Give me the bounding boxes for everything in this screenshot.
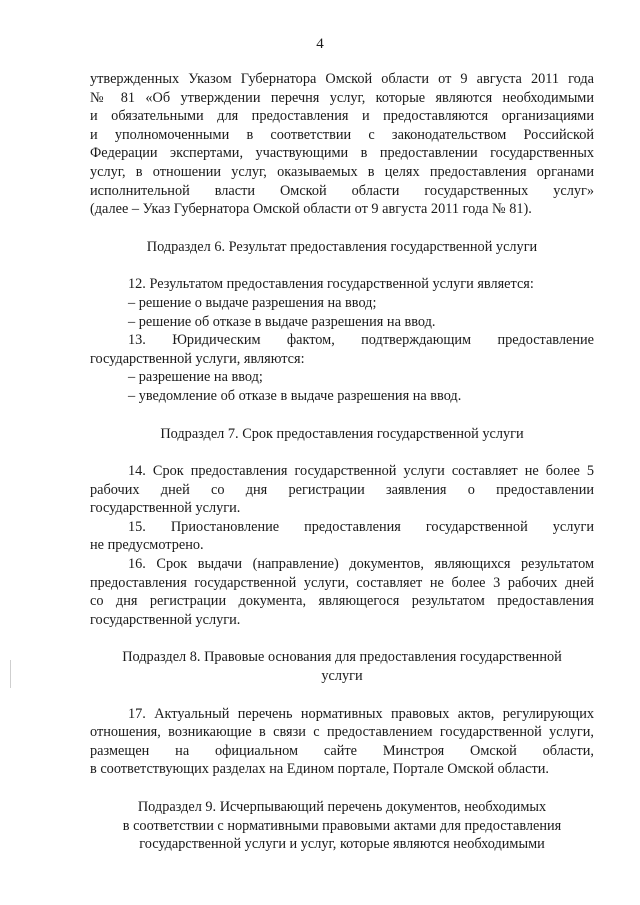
section-7-heading: Подраздел 7. Срок предоставления государственной услуги	[160, 425, 524, 442]
paragraph-16-line: предоставления государственной услуги, составляет не более 3 рабочих дней	[90, 574, 594, 591]
list-item: – разрешение на ввод;	[128, 369, 263, 386]
paragraph-14-line: 14. Срок предоставления государственной услуги составляет не более 5	[128, 463, 594, 480]
section-9-heading: Подраздел 9. Исчерпывающий перечень документов, необходимых	[137, 799, 547, 815]
document-body	[90, 70, 594, 854]
paragraph-15-line: 15. Приостановление предоставления государственной услуги	[128, 518, 594, 535]
paragraph-16-line: государственной услуги.	[90, 611, 241, 628]
paragraph-17-line: 17. Актуальный перечень нормативных правовых актов, регулирующих	[128, 705, 594, 722]
paragraph-17-line: в соответствующих разделах на Едином портале, Портале Омской области.	[90, 761, 549, 778]
text-line: утвержденных Указом Губернатора Омской области от 9 августа 2011 года	[90, 71, 594, 87]
paragraph-17-line: отношения, возникающие в связи с предоставлением государственной услуги,	[90, 724, 594, 741]
list-item: – уведомление об отказе в выдаче разрешения на ввод.	[128, 387, 462, 404]
text-line: услуг, в отношении услуг, оказываемых в целях предоставления органами	[90, 163, 594, 180]
paragraph-12: 12. Результатом предоставления государственной услуги является:	[128, 276, 534, 293]
section-9-heading: в соответствии с нормативными правовыми актами для предоставления	[122, 817, 562, 834]
section-6-heading: Подраздел 6. Результат предоставления государственной услуги	[146, 238, 538, 255]
paragraph-14-line: государственной услуги.	[90, 500, 241, 517]
paragraph-16-line: 16. Срок выдачи (направление) документов, являющихся результатом	[128, 556, 594, 573]
paragraph-13-line: государственной услуги, являются:	[90, 350, 305, 367]
list-item: – решение об отказе в выдаче разрешения на ввод.	[128, 313, 436, 330]
section-8-heading: услуги	[321, 668, 363, 685]
text-line: и уполномоченными в соответствии с законодательством Российской	[90, 126, 594, 143]
paragraph-13-line: 13. Юридическим фактом, подтверждающим предоставление	[128, 332, 594, 349]
text-line: и обязательными для предоставления и предоставляются организациями	[90, 108, 594, 125]
intro-paragraph	[90, 70, 594, 219]
text-line: (далее – Указ Губернатора Омской области от 9 августа 2011 года № 81).	[90, 201, 532, 218]
text-line: Федерации экспертами, участвующими в предоставлении государственных	[90, 145, 594, 162]
section-9-heading: государственной услуги и услуг, которые являются необходимыми	[139, 836, 545, 853]
paragraph-17-line: размещен на официальном сайте Минстроя Омской области,	[90, 742, 594, 759]
list-item: – решение о выдаче разрешения на ввод;	[128, 294, 377, 311]
text-line: исполнительной власти Омской области государственных услуг»	[90, 182, 594, 199]
paragraph-14-line: рабочих дней со дня регистрации заявления о предоставлении	[90, 481, 594, 498]
paragraph-16-line: со дня регистрации документа, являющегося результатом предоставления	[90, 593, 594, 610]
section-8-heading: Подраздел 8. Правовые основания для предоставления государственной	[122, 649, 562, 666]
paragraph-15-line: не предусмотрено.	[90, 537, 204, 554]
text-line: № 81 «Об утверждении перечня услуг, которые являются необходимыми	[90, 89, 594, 106]
margin-mark	[10, 660, 11, 688]
page-number: 4	[316, 36, 324, 52]
